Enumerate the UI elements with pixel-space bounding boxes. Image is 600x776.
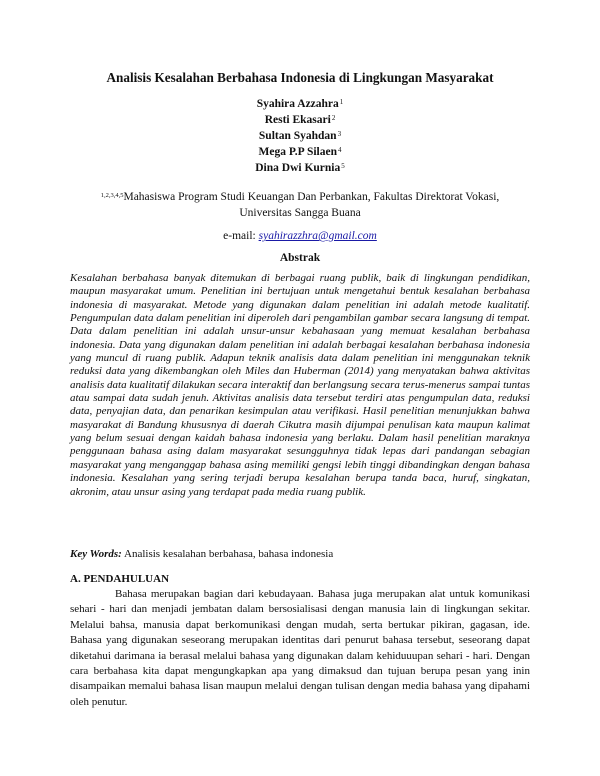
author-name: Dina Dwi Kurnia	[255, 162, 341, 174]
author-name: Resti Ekasari	[264, 114, 331, 126]
email-link[interactable]: syahirazzhra@gmail.com	[258, 230, 377, 242]
author	[0, 160, 600, 176]
keywords-label: Key Words:	[70, 548, 122, 560]
section-title: ENDAHULUAN	[90, 573, 170, 585]
abstract-text: Kesalahan berbahasa banyak ditemukan di berbagai ruang publik, baik di lingkungan pendidikan, maupun masyarakat umum. Penelitian ini bertujuan untuk mengetahui bentuk kesalahan berbahasa indonesia di masyarakat. Metode yang digunakan dalam penelitian ini adalah metode kualitatif. Pengumpulan data dalam penelitian ini diperoleh dari pengambilan gambar secara langsung di tempat. Data dalam penelitian ini adalah unsur-unsur kebahasaan yang memuat kesalahan berbahasa indonesia. Data yang digunakan dalam penelitian ini adalah berbagai kesalahan berbahasa indonesia yang muncul di ruang publik. Adapun teknik analisis data dalam penelitian ini menggunakan teknik reduksi data yang dikembangkan oleh Miles dan Huberman (2014) yang menyatakan bahwa aktivitas analisis data kualitatif dilakukan secara interaktif dan berlangsung secara terus-menerus sampai tuntas atau sampai data sudah jenuh. Aktivitas analisis data tersebut terdiri atas pengumpulan data, reduksi data, penyajian data, dan penarikan kesimpulan atau verifikasi. Hasil penelitian menunjukkan bahwa masyarakat di Bandung khususnya di daerah Cikutra masih dijumpai penulisan kata maupun kalimat yang belum sesuai dengan kaidah bahasa indonesia yang berlaku. Dalam hasil penelitian maraknya penggunaan bahasa asing dalam masyarakat sesungguhnya tidak lepas dari pandangan sebagian masyarakat yang menganggap bahasa asing memiliki gengsi lebih tinggi dibandingkan dengan bahasa indonesia. Kesalahan yang sering terjadi berupa kesalahan berupa tanda baca, huruf, singkatan, akronim, atau unsur asing yang terdapat pada media ruang publik.	[70, 272, 530, 498]
affiliation	[60, 189, 540, 221]
author	[0, 112, 600, 128]
author-mark: 1	[339, 98, 344, 106]
author-mark: 2	[331, 114, 336, 122]
email-line	[0, 230, 600, 242]
author	[0, 128, 600, 144]
affiliation-line	[60, 189, 540, 205]
section-heading	[70, 573, 169, 585]
author-mark: 4	[337, 146, 342, 154]
author-name: Mega P.P Silaen	[258, 146, 337, 158]
author-name: Syahira Azzahra	[256, 98, 339, 110]
author	[0, 144, 600, 160]
author-mark: 3	[337, 130, 342, 138]
keywords-text: Analisis kesalahan berbahasa, bahasa indonesia	[124, 548, 334, 560]
section-prefix: A. P	[70, 573, 91, 585]
affiliation-line: Universitas Sangga Buana	[239, 207, 361, 219]
abstract-heading: Abstrak	[279, 252, 321, 264]
paper-title: Analisis Kesalahan Berbahasa Indonesia di Lingkungan Masyarakat	[106, 70, 494, 85]
email-label: e-mail:	[223, 230, 256, 242]
author-mark: 5	[341, 162, 345, 170]
keywords	[70, 547, 530, 561]
author	[0, 96, 600, 112]
author-name: Sultan Syahdan	[258, 130, 337, 142]
intro-paragraph: Bahasa merupakan bagian dari kebudayaan. Bahasa juga merupakan alat untuk komunikasi sehari - hari dan menjadi jembatan dalam bersosialisasi dengan manusia lain di lingkungan sekitar. Melalui bahsa, manusia dapat berkomunikasi dengan mudah, serta bertukar pikiran, gagasan, ide. Bahasa yang digunakan seseorang merupakan identitas dari penurut bahasa tersebut, seseorang dapat diketahui darimana ia berasal melalui bahasa yang digunakan dalam kehiduuupan sehari - hari. Dengan cara berbahasa kita dapat mengungkapkan apa yang dimaksud dan tujuan berupa pesan yang inin disampaikan memalui bahasa lisan maupun melalui dengan tulisan dengan media bahasa yang dipahami oleh penutur.	[70, 588, 530, 708]
author-list	[0, 96, 600, 176]
affiliation-marks: 1,2,3,4,5	[100, 192, 124, 199]
affiliation-text: Mahasiswa Program Studi Keuangan Dan Perbankan, Fakultas Direktorat Vokasi,	[123, 191, 500, 203]
